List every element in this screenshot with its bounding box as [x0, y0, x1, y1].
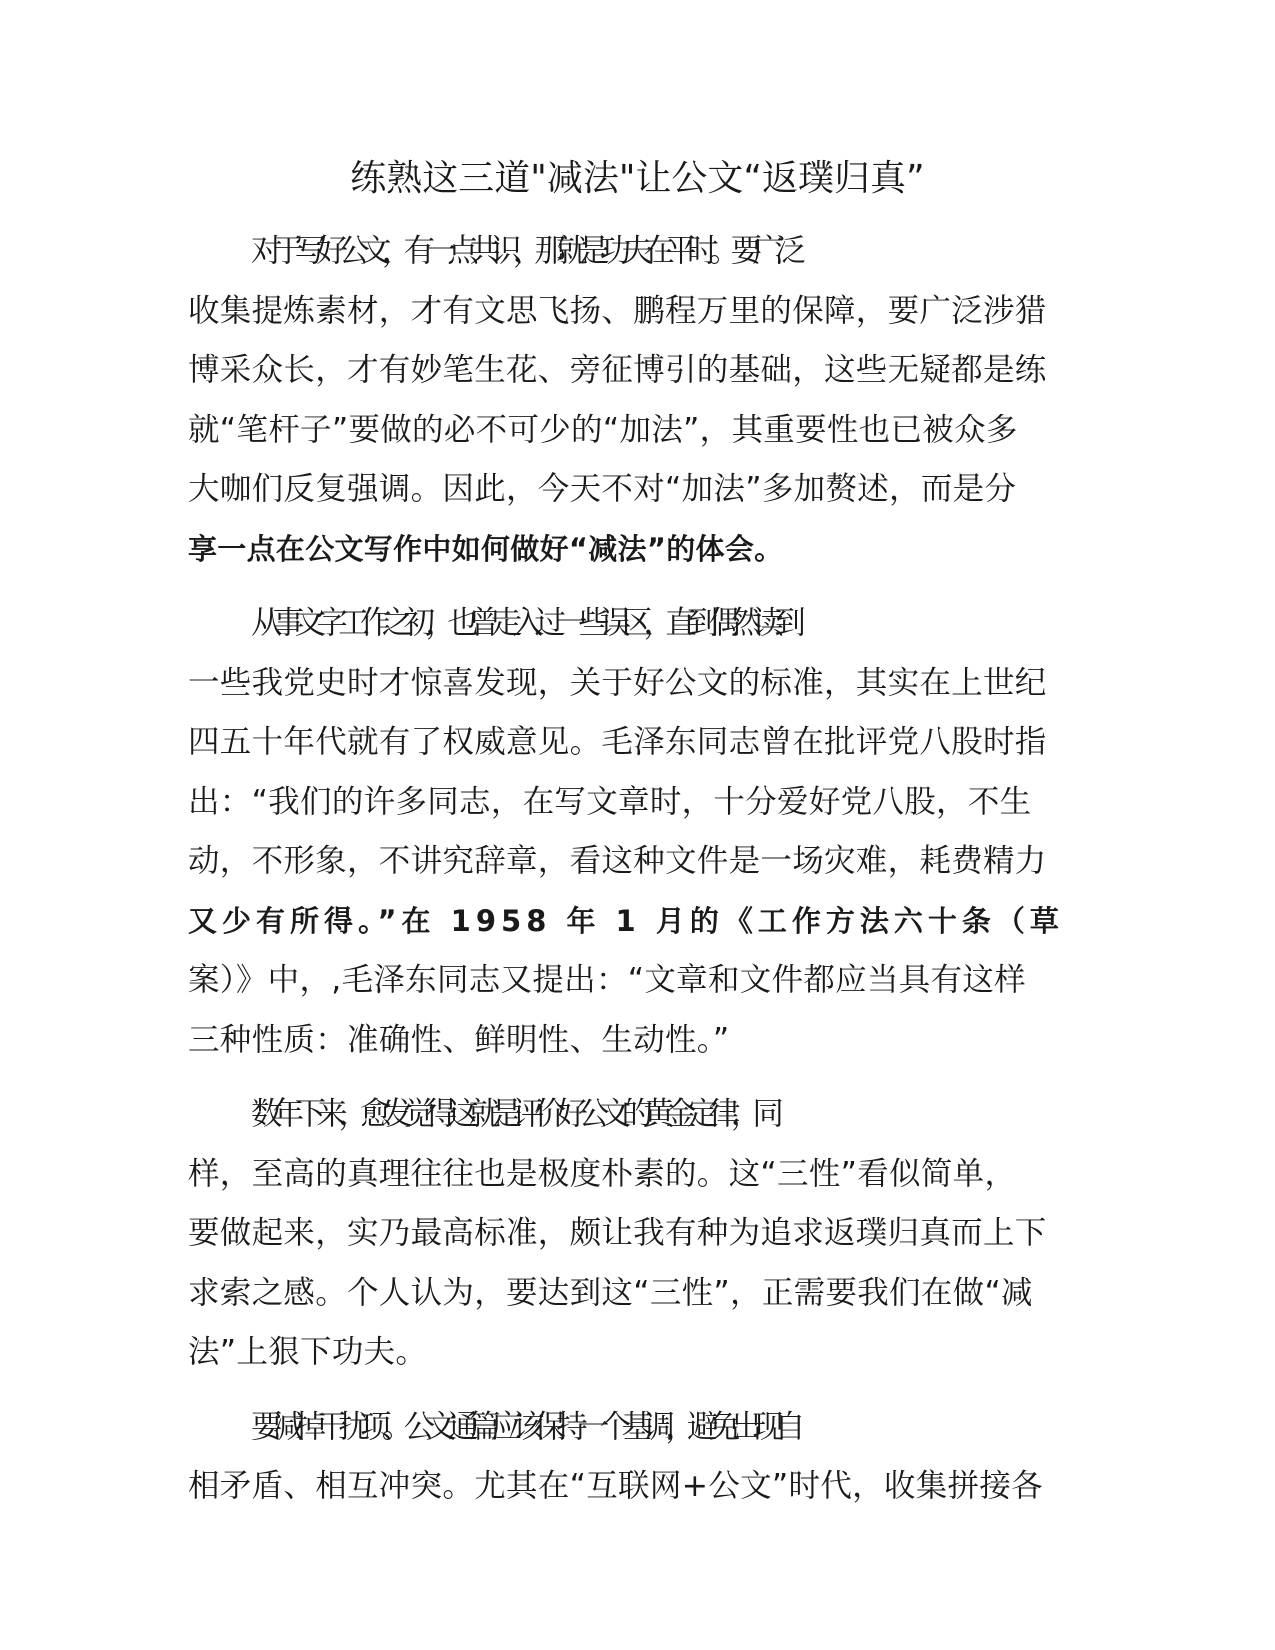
text-line: 四五十年代就有了权威意见。毛泽东同志曾在批评党八股时指	[188, 724, 1047, 760]
text-line: 求索之感。个人认为，要达到这“三性”，正需要我们在做“减	[188, 1274, 1033, 1311]
text-line: 相矛盾、相互冲突。尤其在“互联网+公文”时代，收集拼接各	[188, 1468, 1043, 1504]
text-line: 动，不形象，不讲究辞章，看这种文件是一场灾难，耗费精力	[188, 843, 1047, 879]
text-line: 出：“我们的许多同志，在写文章时，十分爱好党八股，不生	[188, 783, 1032, 820]
paragraph-2	[188, 594, 1086, 1070]
text-line: 对于写好公文，有一点共识，那就是功夫在平时。要广泛	[251, 233, 797, 269]
text-line: 博采众长，才有妙笔生花、旁征博引的基础，这些无疑都是练	[188, 352, 1047, 388]
paragraph-4	[188, 1398, 1086, 1517]
text-line: 样，至高的真理往往也是极度朴素的。这“三性”看似简单，	[188, 1155, 1017, 1192]
text-line: 从事文字工作之初，也曾走入过一些误区，直到偶然读到	[251, 605, 797, 641]
text-line: 案）》中，,毛泽东同志又提出：“文章和文件都应当具有这样	[188, 962, 1026, 998]
paragraph-1	[188, 222, 1086, 579]
document-body	[188, 222, 1086, 1532]
text-line: 要减掉干扰项。公文通篇应该保持一个基调，避免出现自	[251, 1408, 797, 1445]
text-line: 数年下来，愈发觉得这就是评价好公文的黄金定律，同	[251, 1096, 775, 1132]
text-line: 收集提炼素材，才有文思飞扬、鹏程万里的保障，要广泛涉猎	[188, 292, 1047, 329]
text-line: 就“笔杆子”要做的必不可少的“加法”，其重要性也已被众多	[188, 411, 1018, 448]
text-line: 法”上狠下功夫。	[188, 1334, 428, 1370]
text-line: 要做起来，实乃最高标准，颇让我有种为追求返璞归真而上下	[188, 1215, 1047, 1251]
document-title: 练熟这三道"减法"让公文“返璞归真”	[350, 158, 925, 199]
text-line: 大咖们反复强调。因此，今天不对“加法”多加赘述，而是分	[188, 471, 1017, 507]
text-line: 三种性质：准确性、鲜明性、生动性。”	[188, 1021, 730, 1058]
text-line: 又少有所得。”在 1958 年 1 月的《工作方法六十条（草	[188, 903, 1064, 938]
paragraph-3	[188, 1085, 1086, 1383]
text-line: 享一点在公文写作中如何做好“减法”的体会。	[188, 531, 784, 566]
text-line: 一些我党史时才惊喜发现，关于好公文的标准，其实在上世纪	[188, 664, 1047, 701]
